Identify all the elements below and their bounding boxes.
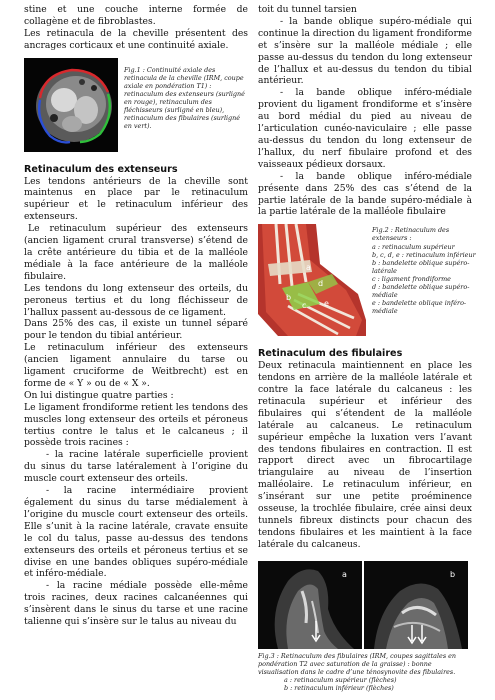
fig3-caption-item: a : retinaculum supérieur (flèches) bbox=[284, 676, 397, 684]
fig2-label-d: d bbox=[318, 279, 324, 289]
figure-2 bbox=[258, 224, 476, 336]
paragraph-retinacula-anchorage: Les retinacula de la cheville présentent des ancrages corticaux et une continuité axiale. bbox=[24, 27, 248, 51]
figure-2-caption bbox=[372, 224, 476, 316]
figure-3-caption bbox=[258, 652, 472, 692]
fig2-caption-item: a : retinaculum supérieur bbox=[372, 242, 455, 251]
paragraph-medial-root: - la racine médiale possède elle-même trois racines, deux racines calcanéennes qui s’insèrent dans le sinus du tarse et une racine talienne qui s’insère sur le talus au niveau du bbox=[24, 580, 248, 628]
figure-2-anatomy-image bbox=[258, 224, 366, 336]
paragraph-superior-extensor: Le retinaculum supérieur des extenseurs (ancien ligament crural transverse) s’étend de la crête antérieure du tibia et de la malléole médiale à la face antérieure de la malléole fibulaire. bbox=[24, 223, 248, 282]
figure-3-mri-image-a bbox=[258, 561, 362, 649]
mri-axial-illustration bbox=[24, 58, 118, 152]
fig2-caption-item: d : bandelette oblique supéro-médiale bbox=[372, 282, 470, 300]
fig2-caption-item: e : bandelette oblique inféro-médiale bbox=[372, 299, 467, 316]
fig2-label-e: e bbox=[324, 299, 329, 309]
figure-1-caption: Fig.1 : Continuité axiale des retinacula de la cheville (IRM, coupe axiale en pondération T1) : retinaculum des extenseurs (surligné en rouge), retinaculum des fléchisseurs (surligné en bleu), retinaculum des fibulaires (surligné en vert). bbox=[124, 65, 245, 131]
heading-extensor-retinaculum: Retinaculum des extenseurs bbox=[24, 163, 178, 175]
fig3-label-a: a bbox=[342, 569, 347, 579]
figure-3-mri-image-b bbox=[364, 561, 468, 649]
left-column bbox=[24, 4, 248, 628]
paragraph-frondiform-ligament: Le ligament frondiforme retient les tendons des muscles long extenseur des orteils et péroneus tertius contre le talus et le calcaneus ; il possède trois racines : bbox=[24, 401, 248, 449]
extensor-retinaculum-illustration bbox=[258, 224, 366, 336]
paragraph-separate-tunnel: Dans 25% des cas, il existe un tunnel séparé pour le tendon du tibial antérieur. bbox=[24, 318, 248, 342]
figure-3 bbox=[258, 561, 472, 649]
figure-1-mri-axial-image bbox=[24, 58, 118, 152]
paragraph-tarsal-tunnel: toit du tunnel tarsien bbox=[258, 4, 357, 15]
paragraph-fibular-retinacula: Deux retinacula maintiennent en place les tendons en arrière de la malléole latérale et contre la face latérale du calcaneus : les retinacula supérieur et inférieur des fibulaires qui s’étendent de la malléole latérale au calcaneus. Le retinaculum supérieur empêche la luxation vers l’avant des tendons fibulaires en contraction. Il est rapport direct avec un fibrocartilage triangulaire au niveau de l’insertion malléolaire. Le retinaculum inférieur, en s’insérant sur une petite proéminence osseuse, la trochlée fibulaire, crée ainsi deux tunnels fibreux distincts pour chacun des tendons fibulaires et les maintient à la face latérale du calcaneus. bbox=[258, 360, 472, 550]
mri-sagittal-illustration-a bbox=[258, 561, 362, 649]
fig3-caption-title: Fig.3 : Retinaculum des fibulaires (IRM, coupes sagittales en pondération T2 avec saturation de la graisse) : bonne visualisation dans le cadre d’une ténosynovite des fibulaires. bbox=[258, 651, 457, 676]
fig2-caption-item: b : bandelette oblique supéro-latérale bbox=[372, 258, 470, 275]
fig2-caption-item: c : ligament frondiforme bbox=[372, 274, 451, 283]
paragraph-four-parts: On lui distingue quatre parties : bbox=[24, 389, 174, 401]
heading-fibular-retinaculum: Retinaculum des fibulaires bbox=[258, 348, 403, 360]
paragraph-continued: stine et une couche interne formée de collagène et de fibroblastes. bbox=[24, 4, 248, 27]
paragraph-tendons-below: Les tendons du long extenseur des orteils, du peroneus tertius et du long fléchisseur de l’hallux passent au-dessous de ce ligament. bbox=[24, 282, 248, 318]
right-column bbox=[258, 4, 476, 693]
paragraph-inferomedial-band-variant: - la bande oblique inféro-médiale présente dans 25% des cas s’étend de la partie latérale de la bande supéro-médiale à la partie latérale de la malléole fibulaire bbox=[258, 170, 472, 218]
fig2-label-b: b bbox=[286, 293, 292, 303]
paragraph-extensor-intro: Les tendons antérieurs de la cheville sont maintenus en place par le retinaculum supérieur et le retinaculum inférieur des extenseurs. bbox=[24, 175, 248, 223]
paragraph-intermediate-root: - la racine intermédiaire provient également du sinus du tarse médialement à l’origine du muscle court extenseur des orteils. Elle s’unit à la racine latérale, cravate ensuite le col du talus, passe au-dessus des tendons extenseurs des orteils et péroneus tertius et se divise en une bandes obliques supéro-médiale et inféro-médiale. bbox=[24, 485, 248, 580]
fig3-caption-item: b : retinaculum inférieur (flèches) bbox=[284, 684, 394, 693]
fig2-caption-title: Fig.2 : Retinaculum des extenseurs : bbox=[372, 226, 450, 243]
mri-sagittal-illustration-b bbox=[364, 561, 468, 649]
figure-1 bbox=[24, 58, 248, 152]
fig2-caption-item: b, c, d, e : retinaculum inférieur bbox=[372, 250, 476, 259]
fig3-label-b: b bbox=[450, 569, 456, 579]
paragraph-lateral-root: - la racine latérale superficielle provient du sinus du tarse latéralement à l’origine du muscle court extenseur des orteils. bbox=[24, 449, 248, 485]
paragraph-inferomedial-band: - la bande oblique inféro-médiale provient du ligament frondiforme et s’insère au bord médial du pied au niveau de l’articulation cunéo-naviculaire ; elle passe au-dessus du tendon du long extenseur de l’hallux, du nerf fibulaire profond et des vaisseaux pédieux dorsaux. bbox=[258, 87, 472, 170]
fig2-label-c: c bbox=[302, 301, 307, 311]
paragraph-inferior-extensor: Le retinaculum inférieur des extenseurs (ancien ligament annulaire du tarse ou ligament cruciforme de Weitbrecht) est en forme de « Y » ou de « X ». bbox=[24, 342, 248, 389]
fig2-label-a: a bbox=[306, 263, 311, 273]
paragraph-superomedial-band: - la bande oblique supéro-médiale qui continue la direction du ligament frondiforme et s’insère sur la malléole médiale ; elle passe au-dessus du tendon du long extenseur de l’hallux et au-dessus du tendon du tibial antérieur. bbox=[258, 15, 472, 87]
